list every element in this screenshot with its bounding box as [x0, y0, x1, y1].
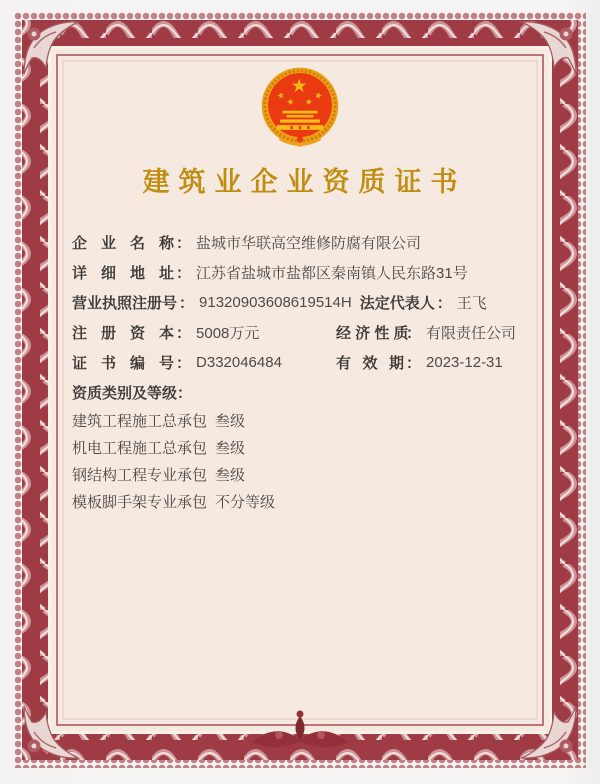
- certificate-content: [14, 12, 586, 768]
- colon: ：: [406, 354, 422, 372]
- qualification-name: 钢结构工程专业承包: [72, 467, 208, 484]
- field-row-certno-validity: [72, 347, 546, 377]
- company-name-value: 盐城市华联高空维修防腐有限公司: [196, 234, 422, 252]
- certificate-number-value: D332046484: [196, 353, 282, 371]
- colon: ：: [179, 294, 195, 312]
- qualification-grade: 叁级: [215, 467, 246, 484]
- capital-field: [72, 322, 336, 343]
- address-value: 江苏省盐城市盐都区秦南镇人民东路31号: [196, 264, 468, 282]
- field-row-capital-economic: [72, 317, 546, 347]
- colon: ：: [406, 324, 422, 342]
- field-row-company: [72, 227, 546, 257]
- license-number-value: 91320903608619514H: [199, 293, 352, 311]
- economic-nature-label: 经 济 性 质: [336, 324, 409, 342]
- qualification-grade: 叁级: [215, 413, 246, 430]
- colon: ：: [176, 324, 192, 342]
- list-item: [72, 407, 546, 434]
- validity-label: 有 效 期: [336, 354, 404, 372]
- economic-nature-value: 有限责任公司: [426, 324, 517, 342]
- company-name-label: 企 业 名 称: [72, 234, 174, 252]
- registered-capital-label: 注 册 资 本: [72, 324, 174, 342]
- license-number-label: 营业执照注册号: [72, 294, 178, 312]
- certificate-number-field: [72, 352, 336, 373]
- qualification-header-label: 资质类别及等级：: [72, 384, 193, 402]
- colon: ：: [176, 354, 192, 372]
- validity-value: 2023-12-31: [426, 353, 503, 371]
- legal-representative-value: 王飞: [456, 294, 487, 312]
- qualification-grade: 不分等级: [215, 494, 276, 511]
- certificate-fields: [72, 227, 546, 407]
- list-item: [72, 434, 546, 461]
- field-row-license: [72, 287, 546, 317]
- certificate-title: 建筑业企业资质证书: [142, 167, 467, 197]
- economic-nature-field: [336, 322, 516, 343]
- validity-field: [336, 352, 503, 373]
- national-emblem-icon: [260, 66, 340, 149]
- certificate-number-label: 证 书 编 号: [72, 354, 174, 372]
- legal-representative-label: 法定代表人: [359, 294, 435, 312]
- list-item: [72, 488, 546, 515]
- registered-capital-value: 5008万元: [196, 324, 260, 342]
- colon: ：: [436, 294, 452, 312]
- qualification-section-header: [72, 377, 546, 407]
- list-item: [72, 461, 546, 488]
- qualification-name: 模板脚手架专业承包: [72, 494, 208, 511]
- qualification-name: 建筑工程施工总承包: [72, 413, 208, 430]
- qualification-list: [72, 407, 546, 515]
- qualification-grade: 叁级: [215, 440, 246, 457]
- qualification-certificate: [14, 12, 586, 768]
- colon: ：: [176, 264, 192, 282]
- qualification-name: 机电工程施工总承包: [72, 440, 208, 457]
- field-row-address: [72, 257, 546, 287]
- address-label: 详 细 地 址: [72, 264, 174, 282]
- colon: ：: [176, 234, 192, 252]
